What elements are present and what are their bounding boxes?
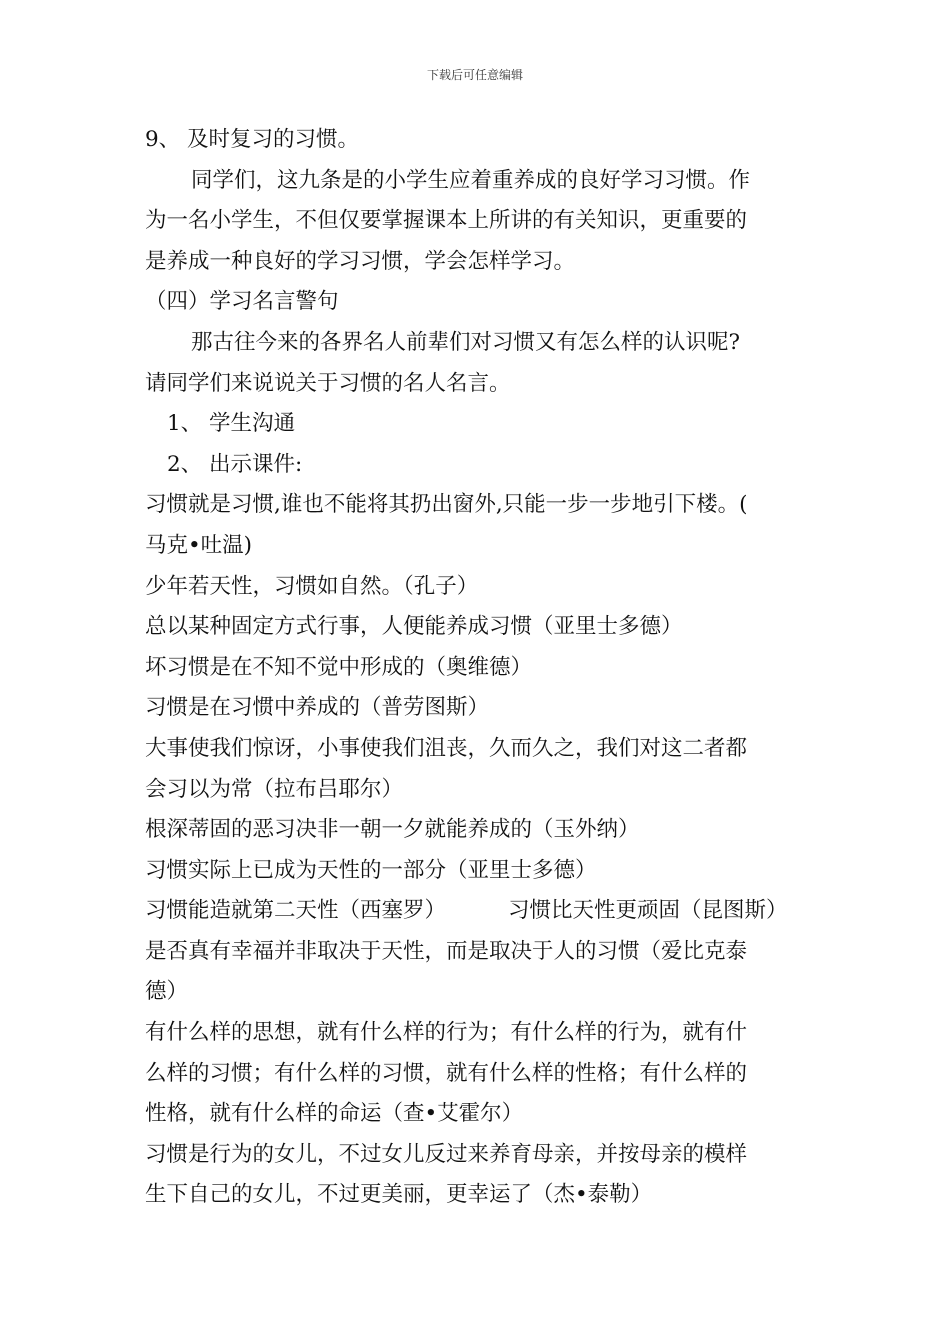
quote-line-pair [145,891,810,932]
quote-line: 习惯是在习惯中养成的（普劳图斯） [145,695,490,721]
quote-line: 么样的习惯；有什么样的习惯，就有什么样的性格；有什么样的 [145,1060,748,1086]
list-item-review-habit: 9、 及时复习的习惯。 [145,127,360,152]
document-body [145,120,810,1216]
quote-line: 习惯就是习惯,谁也不能将其扔出窗外,只能一步一步地引下楼。( [145,492,748,518]
quote-line: 大事使我们惊讶，小事使我们沮丧，久而久之，我们对这二者都 [145,735,748,761]
paragraph-line: 为一名小学生，不但仅要掌握课本上所讲的有关知识，更重要的 [145,208,748,234]
quote-quintus: 习惯比天性更顽固（昆图斯） [508,898,788,924]
paragraph-line: 同学们，这九条是的小学生应着重养成的良好学习习惯。作 [191,167,751,193]
quote-line: 生下自己的女儿，不过更美丽，更幸运了（杰•泰勒） [145,1182,653,1208]
paragraph-line: 那古往今来的各界名人前辈们对习惯又有怎么样的认识呢? [191,329,741,355]
quote-line: 德） [145,979,189,1005]
quote-line: 习惯是行为的女儿，不过女儿反过来养育母亲，并按母亲的模样 [145,1141,748,1167]
section-heading: （四）学习名言警句 [145,289,339,315]
paragraph-line: 请同学们来说说关于习惯的名人名言。 [145,370,511,396]
quote-line: 习惯实际上已成为天性的一部分（亚里士多德） [145,857,597,883]
quote-line: 马克•吐温) [145,532,253,558]
page-header: 下载后可任意编辑 [426,68,523,82]
quote-line: 总以某种固定方式行事，人便能养成习惯（亚里士多德） [145,614,683,640]
quote-line: 会习以为常（拉布吕耶尔） [145,776,404,802]
quote-line: 根深蒂固的恶习决非一朝一夕就能养成的（玉外纳） [145,817,640,843]
list-item: 1、 学生沟通 [167,411,296,437]
quote-line: 性格，就有什么样的命运（查•艾霍尔） [145,1101,524,1127]
quote-line: 少年若天性，习惯如自然。（孔子） [145,573,479,599]
paragraph-line: 是养成一种良好的学习习惯，学会怎样学习。 [145,248,576,274]
quote-cicero: 习惯能造就第二天性（西塞罗） [145,898,447,924]
list-item: 2、 出示课件: [167,451,303,477]
quote-line: 坏习惯是在不知不觉中形成的（奥维德） [145,654,533,680]
quote-line: 有什么样的思想，就有什么样的行为；有什么样的行为，就有什 [145,1020,748,1046]
quote-line: 是否真有幸福并非取决于天性，而是取决于人的习惯（爱比克泰 [145,938,748,964]
